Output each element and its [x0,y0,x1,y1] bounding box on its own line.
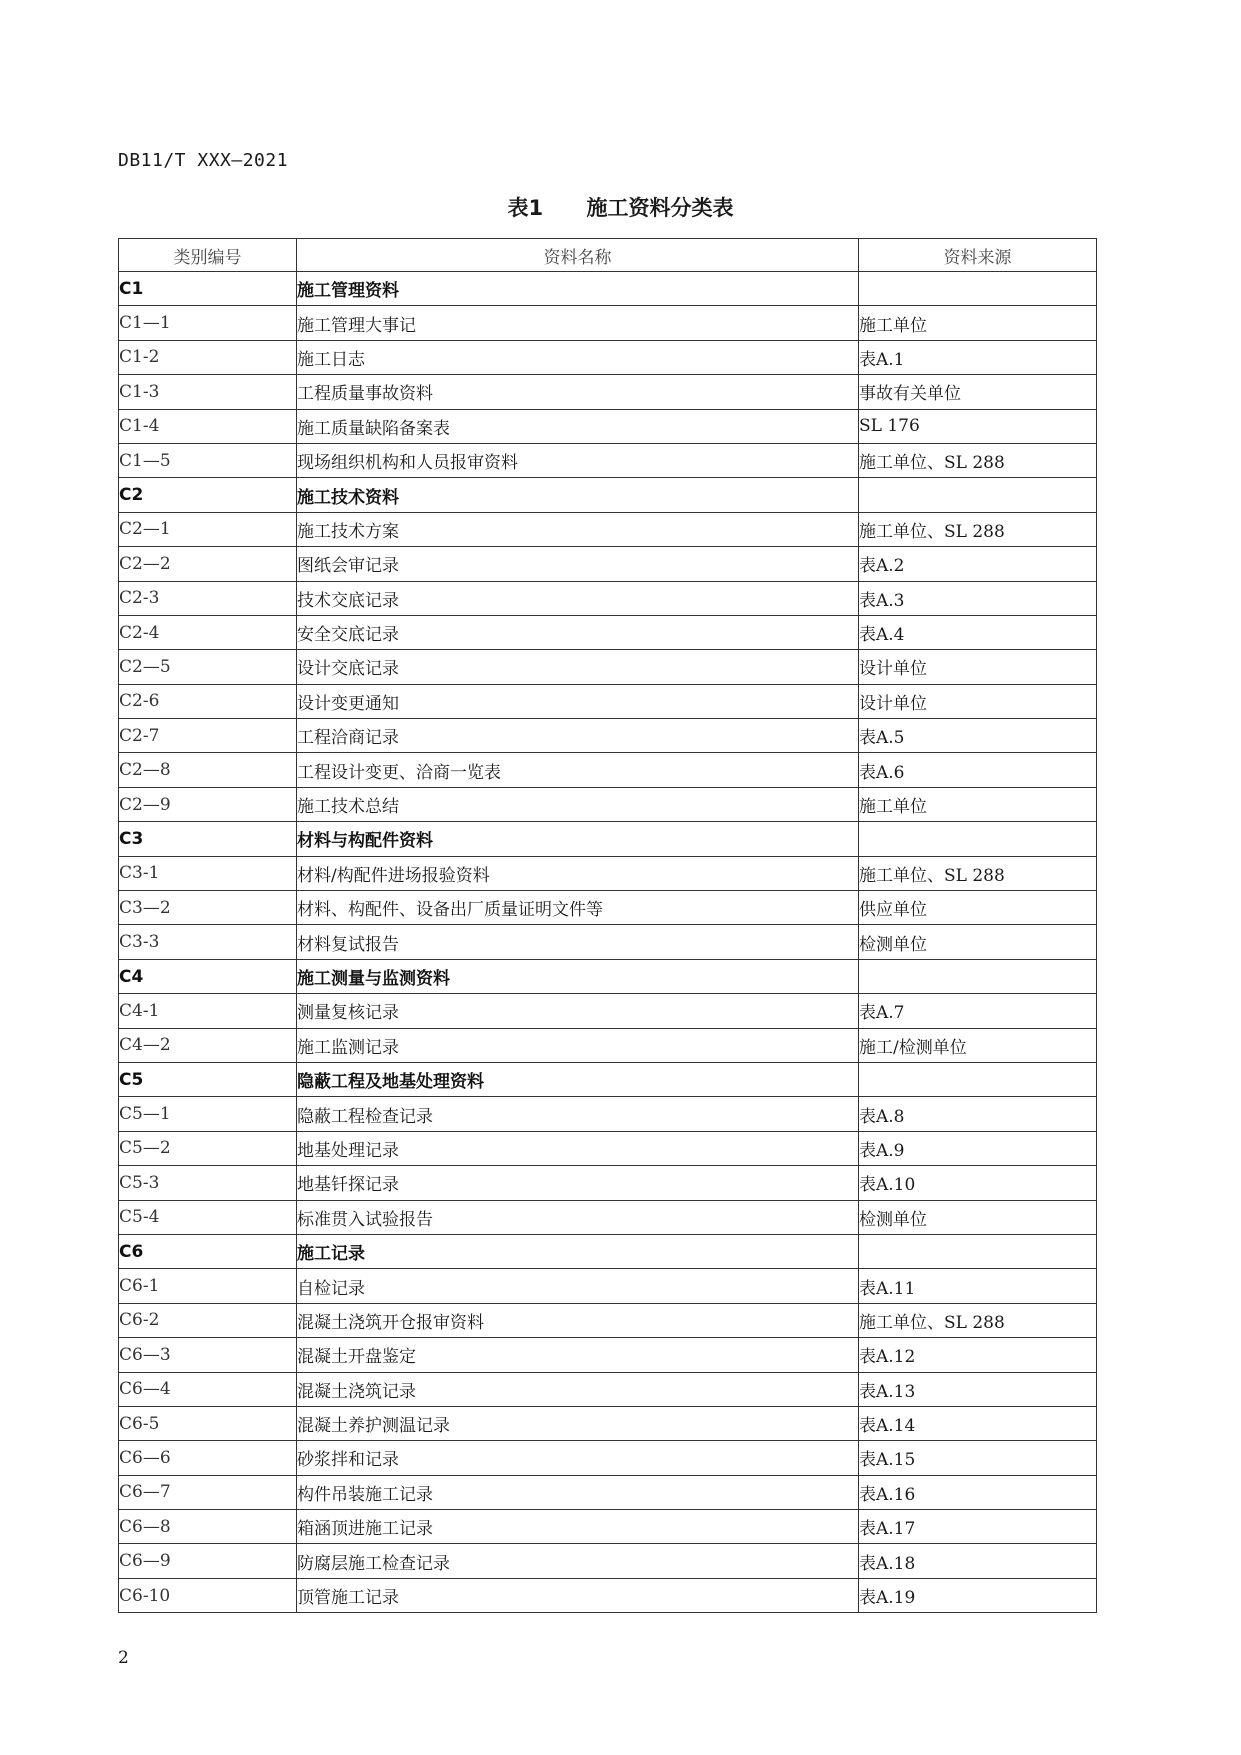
document-source-cell: 表A.1 [859,340,1097,374]
document-source-cell: 施工单位、SL 288 [859,1303,1097,1337]
category-code-cell: C4—2 [119,1028,297,1062]
document-source-cell: 施工/检测单位 [859,1028,1097,1062]
category-code-cell: C2-6 [119,684,297,718]
document-source-cell: 设计单位 [859,684,1097,718]
category-code-cell: C6—6 [119,1441,297,1475]
document-source-cell: 表A.15 [859,1441,1097,1475]
table-row [119,1166,1097,1200]
document-name-cell: 施工技术方案 [297,512,859,546]
column-header-source: 资料来源 [859,239,1097,272]
table-row [119,684,1097,718]
document-name-cell: 混凝土开盘鉴定 [297,1338,859,1372]
table-row [119,925,1097,959]
document-source-cell: 供应单位 [859,891,1097,925]
table-row [119,1097,1097,1131]
document-name-cell: 砂浆拌和记录 [297,1441,859,1475]
document-source-cell: 表A.12 [859,1338,1097,1372]
table-row [119,994,1097,1028]
table-row [119,1406,1097,1440]
document-source-cell [859,272,1097,306]
table-title [0,192,1241,222]
category-code-cell: C2—5 [119,650,297,684]
document-source-cell: 设计单位 [859,650,1097,684]
table-section-row [119,272,1097,306]
document-source-cell: 检测单位 [859,925,1097,959]
table-row [119,650,1097,684]
table-row [119,581,1097,615]
category-code-cell: C1-2 [119,340,297,374]
document-name-cell: 施工技术总结 [297,787,859,821]
document-name-cell: 施工管理资料 [297,272,859,306]
document-name-cell: 施工质量缺陷备案表 [297,409,859,443]
table-header-row [119,239,1097,272]
document-name-cell: 技术交底记录 [297,581,859,615]
document-name-cell: 顶管施工记录 [297,1578,859,1612]
document-name-cell: 材料、构配件、设备出厂质量证明文件等 [297,891,859,925]
document-name-cell: 工程洽商记录 [297,719,859,753]
document-name-cell: 施工管理大事记 [297,306,859,340]
table-row [119,1028,1097,1062]
table-row [119,753,1097,787]
document-name-cell: 施工记录 [297,1234,859,1268]
document-name-cell: 隐蔽工程检查记录 [297,1097,859,1131]
document-source-cell: 施工单位、SL 288 [859,856,1097,890]
category-code-cell: C5—1 [119,1097,297,1131]
table-body [119,272,1097,1613]
document-source-cell: 表A.9 [859,1131,1097,1165]
column-header-name: 资料名称 [297,239,859,272]
table-row [119,547,1097,581]
table-row [119,340,1097,374]
document-source-cell: 表A.19 [859,1578,1097,1612]
document-source-cell: 事故有关单位 [859,375,1097,409]
category-code-cell: C1—1 [119,306,297,340]
table-row [119,1200,1097,1234]
document-source-cell: 施工单位、SL 288 [859,443,1097,477]
category-code-cell: C6-2 [119,1303,297,1337]
category-code-cell: C1—5 [119,443,297,477]
category-code-cell: C2-7 [119,719,297,753]
table-section-row [119,822,1097,856]
table-row [119,1510,1097,1544]
document-name-cell: 防腐层施工检查记录 [297,1544,859,1578]
category-code-cell: C2—1 [119,512,297,546]
category-code-cell: C2—2 [119,547,297,581]
table-row [119,787,1097,821]
document-source-cell: 表A.7 [859,994,1097,1028]
category-code-cell: C3—2 [119,891,297,925]
document-source-cell: 表A.13 [859,1372,1097,1406]
document-source-cell [859,1234,1097,1268]
document-name-cell: 施工测量与监测资料 [297,959,859,993]
document-name-cell: 施工监测记录 [297,1028,859,1062]
column-header-code: 类别编号 [119,239,297,272]
table-row [119,1303,1097,1337]
category-code-cell: C2-4 [119,615,297,649]
category-code-cell: C2—8 [119,753,297,787]
document-name-cell: 地基处理记录 [297,1131,859,1165]
document-name-cell: 测量复核记录 [297,994,859,1028]
category-code-cell: C4 [119,959,297,993]
category-code-cell: C6 [119,1234,297,1268]
document-code: DB11/T XXX—2021 [118,150,289,171]
table-section-row [119,478,1097,512]
document-name-cell: 混凝土浇筑开仓报审资料 [297,1303,859,1337]
category-code-cell: C6-1 [119,1269,297,1303]
category-code-cell: C6—9 [119,1544,297,1578]
document-name-cell: 混凝土养护测温记录 [297,1406,859,1440]
document-name-cell: 材料复试报告 [297,925,859,959]
table-row [119,891,1097,925]
table-row [119,719,1097,753]
document-name-cell: 设计变更通知 [297,684,859,718]
document-source-cell [859,478,1097,512]
category-code-cell: C3-1 [119,856,297,890]
document-source-cell: 表A.14 [859,1406,1097,1440]
document-source-cell: 表A.18 [859,1544,1097,1578]
category-code-cell: C6—3 [119,1338,297,1372]
document-source-cell: 表A.11 [859,1269,1097,1303]
page-number: 2 [118,1648,129,1668]
table-row [119,375,1097,409]
document-source-cell: 表A.10 [859,1166,1097,1200]
document-source-cell: 施工单位 [859,787,1097,821]
category-code-cell: C5-3 [119,1166,297,1200]
document-source-cell: 表A.5 [859,719,1097,753]
document-name-cell: 标准贯入试验报告 [297,1200,859,1234]
document-name-cell: 安全交底记录 [297,615,859,649]
document-name-cell: 设计交底记录 [297,650,859,684]
document-name-cell: 工程质量事故资料 [297,375,859,409]
document-source-cell: 表A.4 [859,615,1097,649]
table-row [119,512,1097,546]
document-name-cell: 自检记录 [297,1269,859,1303]
table-row [119,856,1097,890]
document-source-cell: 表A.2 [859,547,1097,581]
classification-table [118,238,1097,1613]
document-name-cell: 施工技术资料 [297,478,859,512]
document-source-cell: 施工单位、SL 288 [859,512,1097,546]
document-source-cell: 表A.6 [859,753,1097,787]
document-source-cell: 表A.3 [859,581,1097,615]
category-code-cell: C2 [119,478,297,512]
table-row [119,1338,1097,1372]
category-code-cell: C5 [119,1062,297,1096]
table-title-text: 施工资料分类表 [586,196,734,220]
table-row [119,1544,1097,1578]
table-row [119,1269,1097,1303]
category-code-cell: C5—2 [119,1131,297,1165]
document-source-cell [859,959,1097,993]
table-section-row [119,1234,1097,1268]
document-source-cell [859,1062,1097,1096]
document-source-cell: 表A.16 [859,1475,1097,1509]
category-code-cell: C4-1 [119,994,297,1028]
document-name-cell: 图纸会审记录 [297,547,859,581]
document-source-cell: 表A.8 [859,1097,1097,1131]
table-number: 表1 [507,196,544,220]
table-row [119,1131,1097,1165]
document-name-cell: 地基钎探记录 [297,1166,859,1200]
document-source-cell: 施工单位 [859,306,1097,340]
category-code-cell: C1 [119,272,297,306]
document-name-cell: 工程设计变更、洽商一览表 [297,753,859,787]
table-row [119,409,1097,443]
table-row [119,1372,1097,1406]
table-row [119,1475,1097,1509]
document-name-cell: 材料/构配件进场报验资料 [297,856,859,890]
document-source-cell: 检测单位 [859,1200,1097,1234]
table-row [119,306,1097,340]
document-name-cell: 构件吊装施工记录 [297,1475,859,1509]
category-code-cell: C6—4 [119,1372,297,1406]
document-name-cell: 材料与构配件资料 [297,822,859,856]
table-section-row [119,1062,1097,1096]
category-code-cell: C1-4 [119,409,297,443]
category-code-cell: C6-10 [119,1578,297,1612]
document-name-cell: 箱涵顶进施工记录 [297,1510,859,1544]
document-source-cell: SL 176 [859,409,1097,443]
category-code-cell: C5-4 [119,1200,297,1234]
document-source-cell: 表A.17 [859,1510,1097,1544]
document-name-cell: 现场组织机构和人员报审资料 [297,443,859,477]
table-row [119,443,1097,477]
category-code-cell: C3 [119,822,297,856]
category-code-cell: C6—8 [119,1510,297,1544]
category-code-cell: C2—9 [119,787,297,821]
category-code-cell: C6-5 [119,1406,297,1440]
document-name-cell: 隐蔽工程及地基处理资料 [297,1062,859,1096]
category-code-cell: C2-3 [119,581,297,615]
category-code-cell: C3-3 [119,925,297,959]
table-row [119,615,1097,649]
table-row [119,1441,1097,1475]
table-section-row [119,959,1097,993]
document-source-cell [859,822,1097,856]
category-code-cell: C6—7 [119,1475,297,1509]
category-code-cell: C1-3 [119,375,297,409]
table-row [119,1578,1097,1612]
document-name-cell: 施工日志 [297,340,859,374]
document-name-cell: 混凝土浇筑记录 [297,1372,859,1406]
